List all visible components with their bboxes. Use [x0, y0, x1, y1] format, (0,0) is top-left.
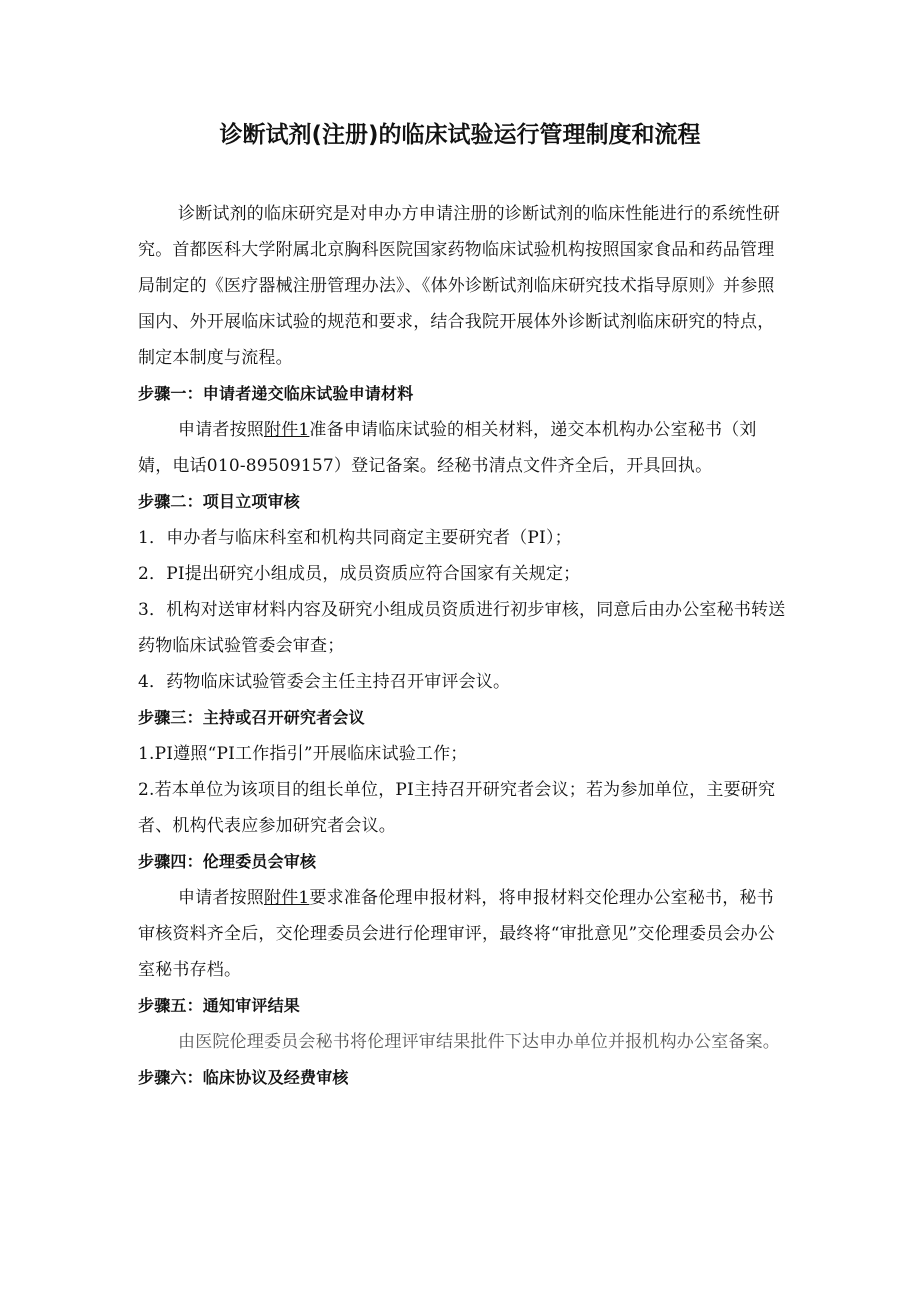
- step1-text-post: 准备申请临床试验的相关材料，递交本机构办公室秘书（刘婧，电话010-89509157）登记备案。经秘书清点文件齐全后，开具回执。: [138, 420, 757, 476]
- step4-text-pre: 申请者按照: [178, 888, 264, 908]
- attachment1-link[interactable]: 附件1: [264, 420, 310, 440]
- step1-heading: 步骤一：申请者递交临床试验申请材料: [138, 384, 414, 403]
- step4-heading: 步骤四：伦理委员会审核: [138, 852, 317, 871]
- step6-heading: 步骤六：临床协议及经费审核: [138, 1068, 349, 1087]
- step4-paragraph: [138, 880, 786, 988]
- step2-item-2: 2．PI提出研究小组成员，成员资质应符合国家有关规定；: [138, 564, 581, 584]
- step3-heading: 步骤三：主持或召开研究者会议: [138, 708, 365, 727]
- step2-item-4: 4．药物临床试验管委会主任主持召开审评会议。: [138, 672, 511, 692]
- step1-paragraph: [138, 412, 786, 484]
- step1-text-pre: 申请者按照: [178, 420, 264, 440]
- step5-heading: 步骤五：通知审评结果: [138, 996, 301, 1015]
- attachment1-link-2[interactable]: 附件1: [264, 888, 310, 908]
- step3-item-2: 2.若本单位为该项目的组长单位，PI主持召开研究者会议；若为参加单位，主要研究者、机构代表应参加研究者会议。: [138, 780, 776, 836]
- page-title: 诊断试剂(注册)的临床试验运行管理制度和流程: [219, 122, 701, 148]
- step3-item-1: 1.PI遵照“PI工作指引”开展临床试验工作；: [138, 744, 468, 764]
- step5-paragraph: 由医院伦理委员会秘书将伦理评审结果批件下达申办单位并报机构办公室备案。: [178, 1032, 780, 1052]
- step2-item-1: 1．申办者与临床科室和机构共同商定主要研究者（PI）；: [138, 528, 572, 548]
- document-body: [138, 196, 786, 1096]
- step4-text-post: 要求准备伦理申报材料，将申报材料交伦理办公室秘书，秘书审核资料齐全后，交伦理委员会进行伦理审评，最终将“审批意见”交伦理委员会办公室秘书存档。: [138, 888, 775, 980]
- intro-paragraph: 诊断试剂的临床研究是对申办方申请注册的诊断试剂的临床性能进行的系统性研究。首都医科大学附属北京胸科医院国家药物临床试验机构按照国家食品和药品管理局制定的《医疗器械注册管理办法》、《体外诊断试剂临床研究技术指导原则》并参照国内、外开展临床试验的规范和要求，结合我院开展体外诊断试剂临床研究的特点，制定本制度与流程。: [138, 204, 780, 368]
- step2-heading: 步骤二：项目立项审核: [138, 492, 301, 511]
- step2-item-3: 3．机构对送审材料内容及研究小组成员资质进行初步审核，同意后由办公室秘书转送药物临床试验管委会审查；: [138, 600, 786, 656]
